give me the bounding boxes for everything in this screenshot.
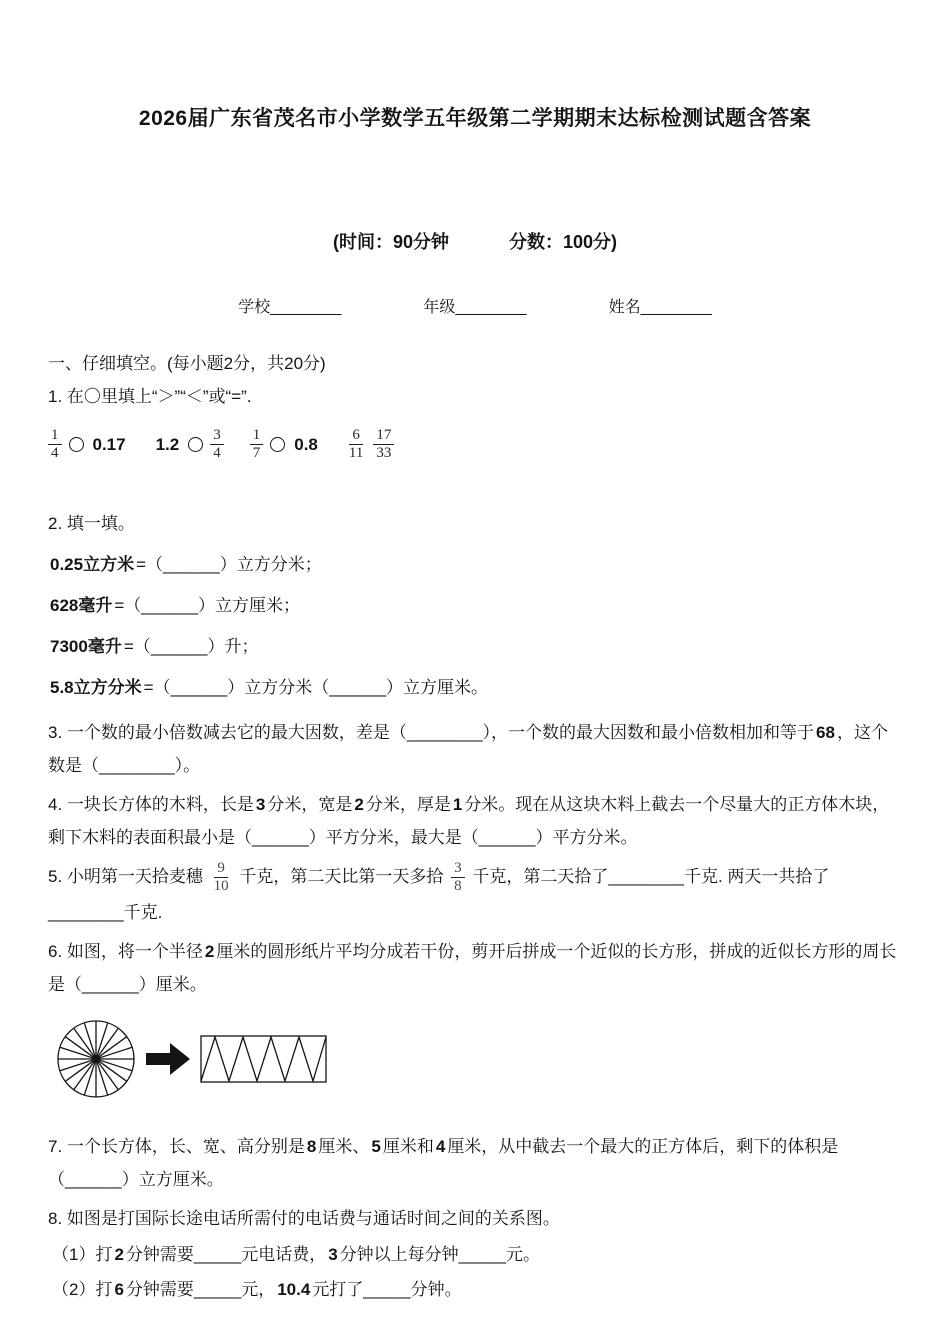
time-score-row bbox=[48, 228, 902, 254]
question-5-text-pre: 5. 小明第一天拾麦穗 bbox=[48, 867, 203, 887]
conversion-line-4: 5.8立方分米 =（______）立方分米（______）立方厘米。 bbox=[50, 677, 489, 697]
question-4: 4. 一块长方体的木料，长是 3 分米，宽是 2 分米，厚是 1 分米。现在从这块木料上截去一个尽量大的正方体木块，剩下木料的表面积最小是（______）平方分米，最大是（______）平方分米。 bbox=[48, 794, 890, 848]
comparison-circle bbox=[270, 437, 285, 452]
decimal-value: 1.2 bbox=[155, 434, 180, 454]
grade-blank: 年级________ bbox=[423, 299, 527, 316]
conversion-line-1: 0.25立方米 =（______）立方分米； bbox=[50, 554, 322, 574]
time-label: (时间：90分钟 bbox=[332, 232, 449, 252]
circle-to-rectangle-figure bbox=[56, 1017, 902, 1108]
question-5 bbox=[48, 860, 902, 929]
question-1-comparisons bbox=[48, 427, 902, 463]
comparison-group-1 bbox=[48, 427, 128, 463]
circle-cut-figure-svg bbox=[56, 1017, 336, 1103]
fraction-3-8: $\frac{3}{8}$ bbox=[451, 860, 465, 896]
question-3: 3. 一个数的最小倍数减去它的最大因数，差是（________），一个数的最大因数和最小倍数相加和等于 68 ，这个数是（________）。 bbox=[48, 722, 888, 775]
section-one-heading: 一、仔细填空。(每小题2分，共20分) bbox=[48, 354, 326, 373]
score-label: 分数：100分) bbox=[508, 232, 618, 252]
question-2-label: 2. 填一填。 bbox=[48, 513, 135, 533]
question-5-text-post: 千克，第二天拾了________千克. 两天一共拾了________千克. bbox=[48, 867, 830, 922]
conversion-line-3: 7300毫升 =（______）升； bbox=[50, 636, 259, 656]
comparison-group-3 bbox=[250, 427, 320, 463]
zigzag-strip bbox=[201, 1036, 326, 1082]
fraction-1-4: $\frac{1}{4}$ bbox=[48, 427, 62, 463]
conversion-line-2: 628毫升 =（______）立方厘米； bbox=[50, 595, 301, 615]
fraction-1-7: $\frac{1}{7}$ bbox=[250, 427, 264, 463]
fraction-17-33: $\frac{17}{33}$ bbox=[373, 427, 394, 463]
comparison-circle bbox=[188, 437, 203, 452]
question-8-stem: 8. 如图是打国际长途电话所需付的电话费与通话时间之间的关系图。 bbox=[48, 1209, 560, 1229]
question-1-stem: 1. 在〇里填上“＞”“＜”或“=”. bbox=[48, 387, 252, 406]
comparison-group-4 bbox=[346, 427, 394, 463]
page-title: 2026届广东省茂名市小学数学五年级第二学期期末达标检测试题含答案 bbox=[138, 107, 812, 130]
comparison-circle bbox=[69, 437, 84, 452]
decimal-value: 0.8 bbox=[294, 434, 318, 454]
right-arrow-icon bbox=[146, 1043, 190, 1075]
spoke-wheel bbox=[58, 1021, 134, 1097]
question-8-sub-2: （2）打 6 分钟需要_____元， 10.4 元打了_____分钟。 bbox=[52, 1279, 462, 1299]
question-7: 7. 一个长方体，长、宽、高分别是 8 厘米、 5 厘米和 4 厘米，从中截去一个最大的正方体后，剩下的体积是（______）立方厘米。 bbox=[48, 1137, 839, 1190]
school-blank: 学校________ bbox=[238, 299, 342, 316]
fraction-6-11: $\frac{6}{11}$ bbox=[348, 427, 364, 462]
question-6: 6. 如图，将一个半径 2 厘米的圆形纸片平均分成若干份，剪开后拼成一个近似的长方形，拼成的近似长方形的周长是（______）厘米。 bbox=[48, 941, 897, 994]
fraction-9-10: $\frac{9}{10}$ bbox=[213, 860, 229, 895]
question-5-text-mid: 千克，第二天比第一天多拾 bbox=[239, 867, 444, 887]
question-8-sub-1: （1）打 2 分钟需要_____元电话费， 3 分钟以上每分钟_____元。 bbox=[52, 1244, 540, 1264]
fraction-3-4: $\frac{3}{4}$ bbox=[210, 427, 224, 463]
student-info-row bbox=[48, 294, 902, 317]
name-blank: 姓名________ bbox=[608, 299, 712, 316]
comparison-group-2 bbox=[154, 427, 224, 463]
decimal-value: 0.17 bbox=[92, 434, 126, 454]
